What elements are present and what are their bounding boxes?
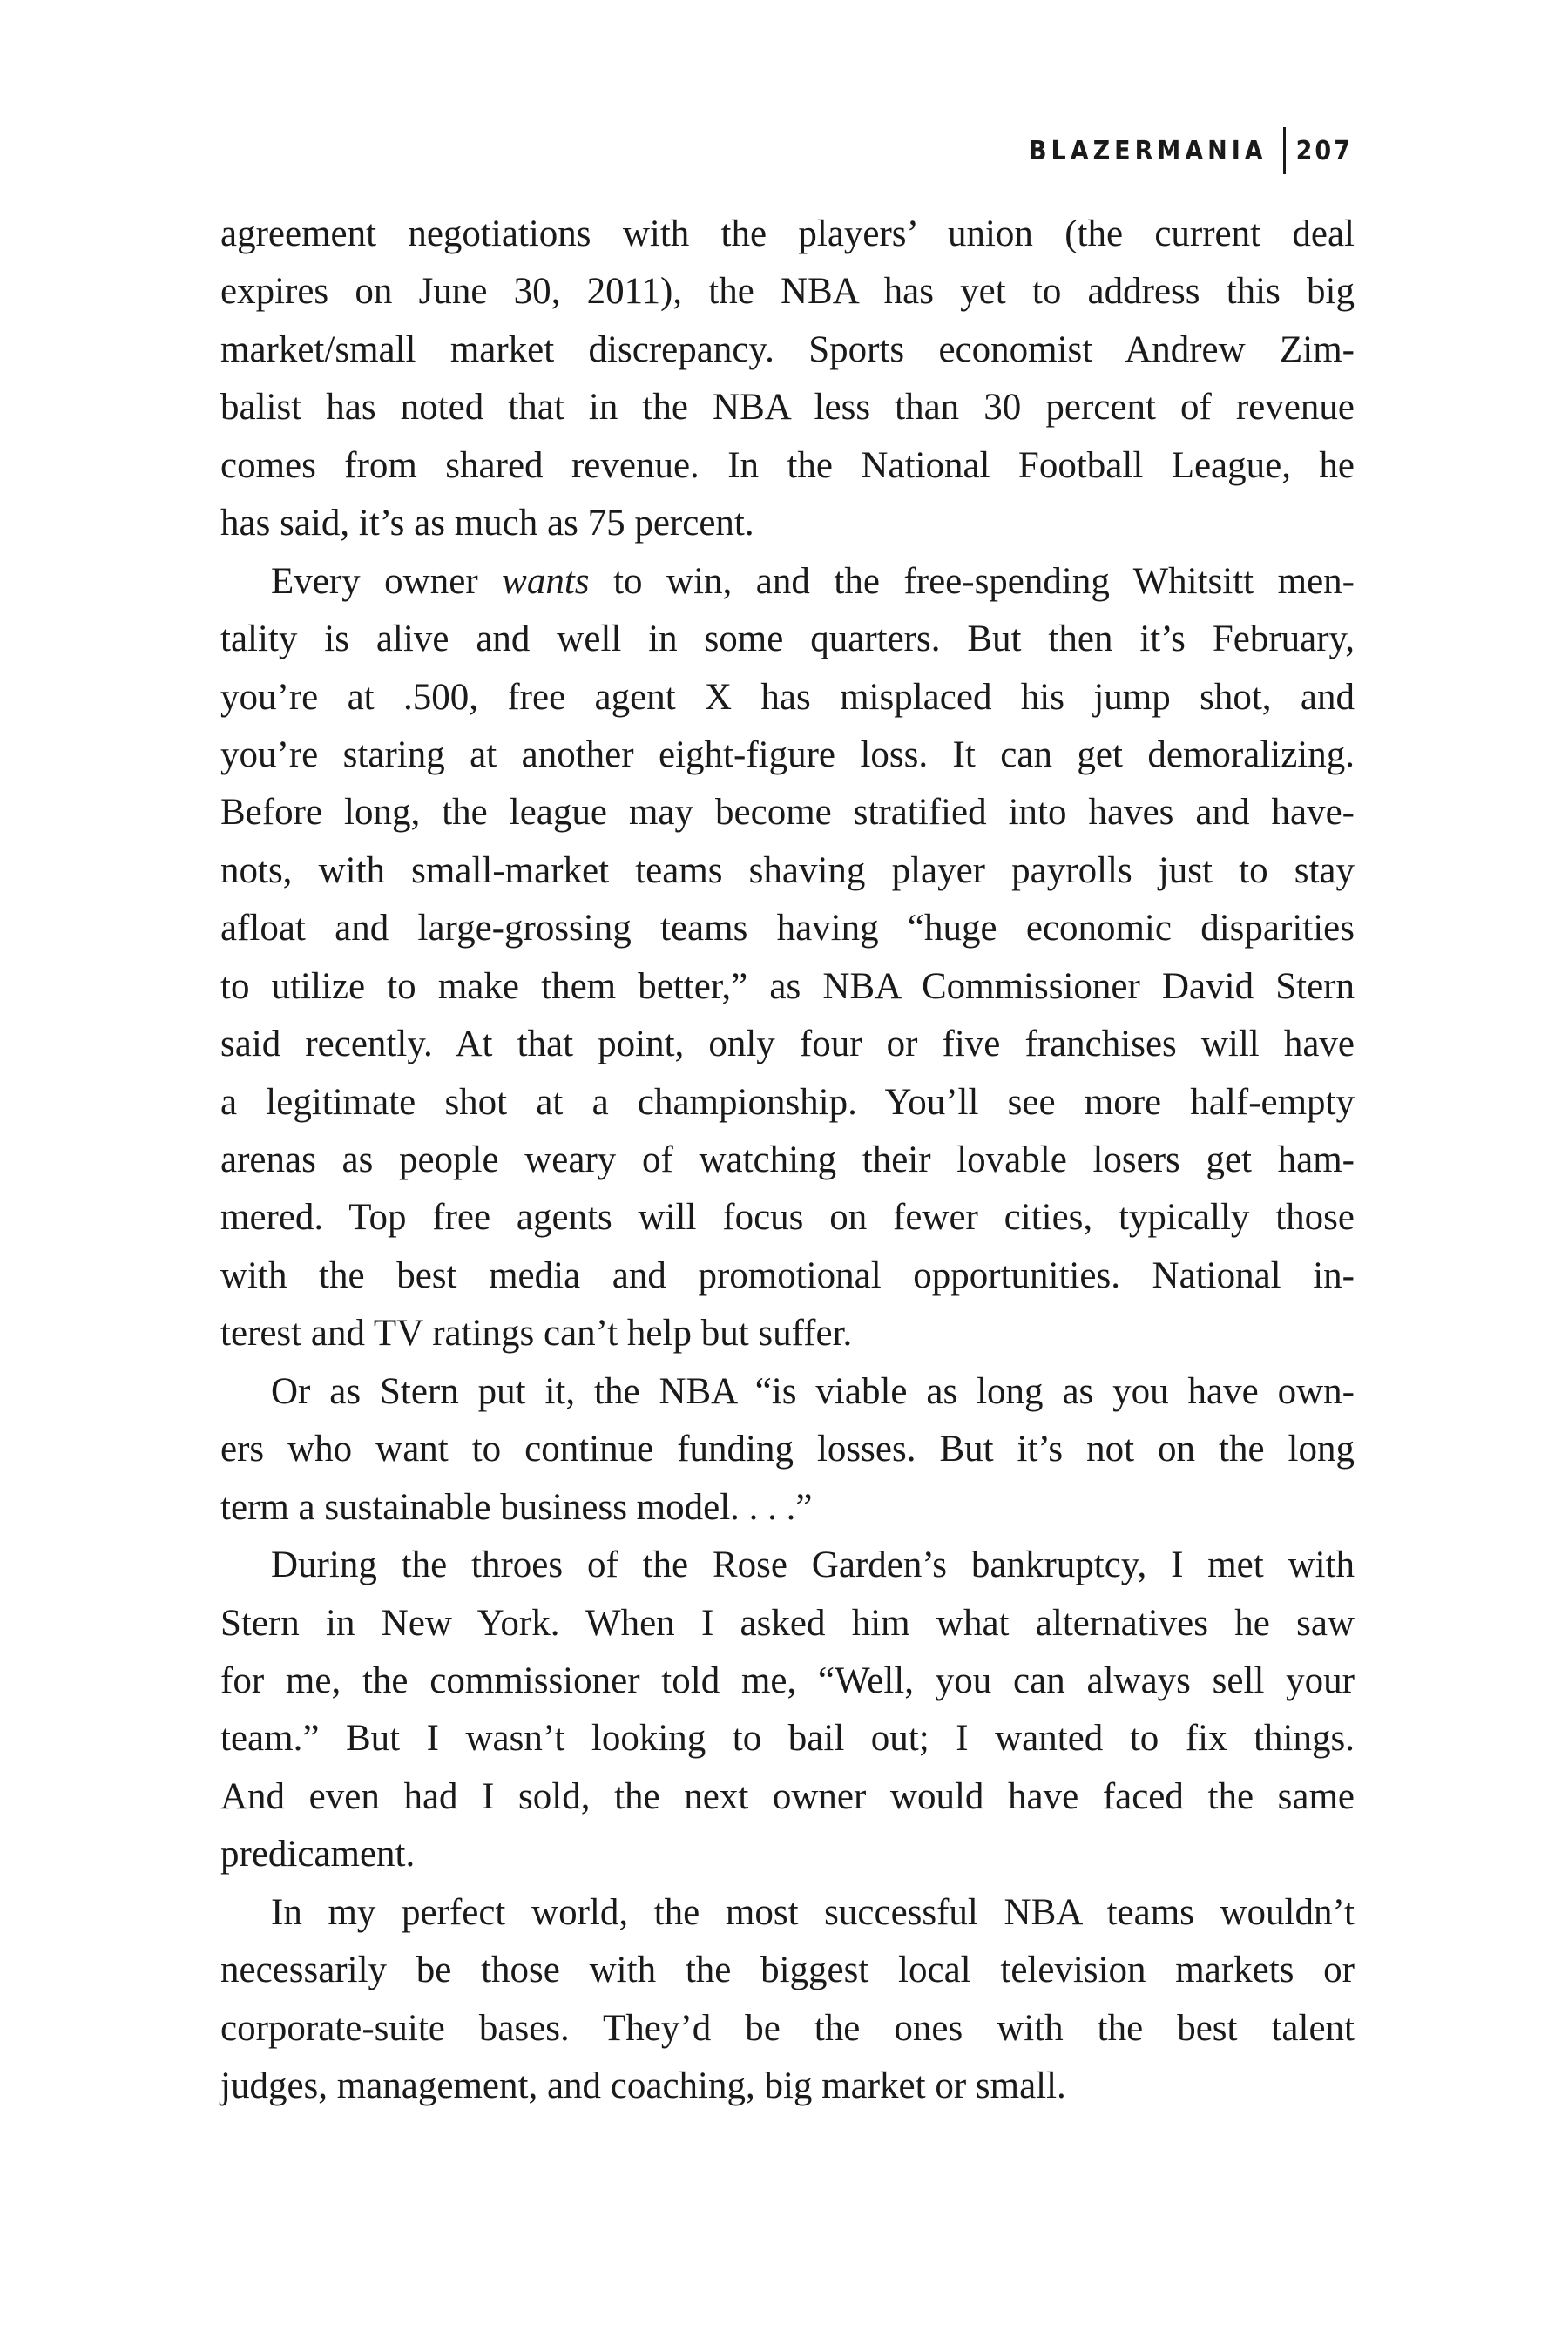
emphasis-text: wants xyxy=(502,560,590,602)
text-line: agreement negotiations with the players’ union (the current deal xyxy=(220,213,1355,254)
text-line: balist has noted that in the NBA less than 30 percent of revenue xyxy=(220,387,1355,429)
text-line: nots, with small-market teams shaving player payrolls just to stay xyxy=(220,849,1355,891)
text-line: you’re at .500, free agent X has misplaced his jump shot, and xyxy=(220,676,1355,718)
text-line: term a sustainable business model. . . .” xyxy=(220,1486,813,1528)
text-line: expires on June 30, 2011), the NBA has yet to address this big xyxy=(220,271,1355,313)
text-line: to utilize to make them better,” as NBA Commissioner David Stern xyxy=(220,965,1355,1007)
text-segment: Every owner xyxy=(271,560,503,602)
text-line: tality is alive and well in some quarters. But then it’s February, xyxy=(220,618,1355,660)
running-head xyxy=(1029,127,1353,174)
text-line: In my perfect world, the most successful NBA teams wouldn’t xyxy=(271,1891,1355,1933)
text-line: has said, it’s as much as 75 percent. xyxy=(220,503,754,544)
text-line: a legitimate shot at a championship. You’ll see more half-empty xyxy=(220,1081,1355,1123)
text-line: arenas as people weary of watching their lovable losers get ham- xyxy=(220,1139,1355,1180)
text-line: team.” But I wasn’t looking to bail out; I wanted to fix things. xyxy=(220,1718,1355,1760)
text-line xyxy=(220,553,1355,611)
text-line: for me, the commissioner told me, “Well, you can always sell your xyxy=(220,1659,1355,1701)
text-line: terest and TV ratings can’t help but suffer. xyxy=(220,1313,853,1355)
body-text xyxy=(220,206,1355,2115)
text-line: mered. Top free agents will focus on fewer cities, typically those xyxy=(220,1197,1355,1239)
text-line: During the throes of the Rose Garden’s bankruptcy, I met with xyxy=(271,1544,1355,1586)
text-line: necessarily be those with the biggest local television markets or xyxy=(220,1950,1355,1991)
text-line: corporate-suite bases. They’d be the ones with the best talent xyxy=(220,2007,1355,2049)
text-line: Stern in New York. When I asked him what alternatives he saw xyxy=(220,1602,1355,1644)
text-line: afloat and large-grossing teams having “huge economic disparities xyxy=(220,908,1355,950)
text-line: judges, management, and coaching, big market or small. xyxy=(220,2065,1066,2106)
text-segment: to win, and the free-spending Whitsitt men- xyxy=(589,560,1355,602)
text-line: And even had I sold, the next owner would have faced the same xyxy=(220,1775,1355,1817)
text-line: predicament. xyxy=(220,1834,416,1876)
text-line: market/small market discrepancy. Sports economist Andrew Zim- xyxy=(220,328,1355,370)
page-number: 207 xyxy=(1295,135,1353,166)
text-line: said recently. At that point, only four or five franchises will have xyxy=(220,1024,1355,1065)
text-line: you’re staring at another eight-figure loss. It can get demoralizing. xyxy=(220,733,1355,775)
text-line: Before long, the league may become stratified into haves and have- xyxy=(220,792,1355,834)
text-line: Or as Stern put it, the NBA “is viable as long as you have own- xyxy=(271,1370,1355,1412)
text-line: with the best media and promotional opportunities. National in- xyxy=(220,1254,1355,1296)
running-title: BLAZERMANIA xyxy=(1028,135,1267,166)
text-line: comes from shared revenue. In the National Football League, he xyxy=(220,444,1355,486)
text-line: ers who want to continue funding losses. But it’s not on the long xyxy=(220,1429,1355,1470)
